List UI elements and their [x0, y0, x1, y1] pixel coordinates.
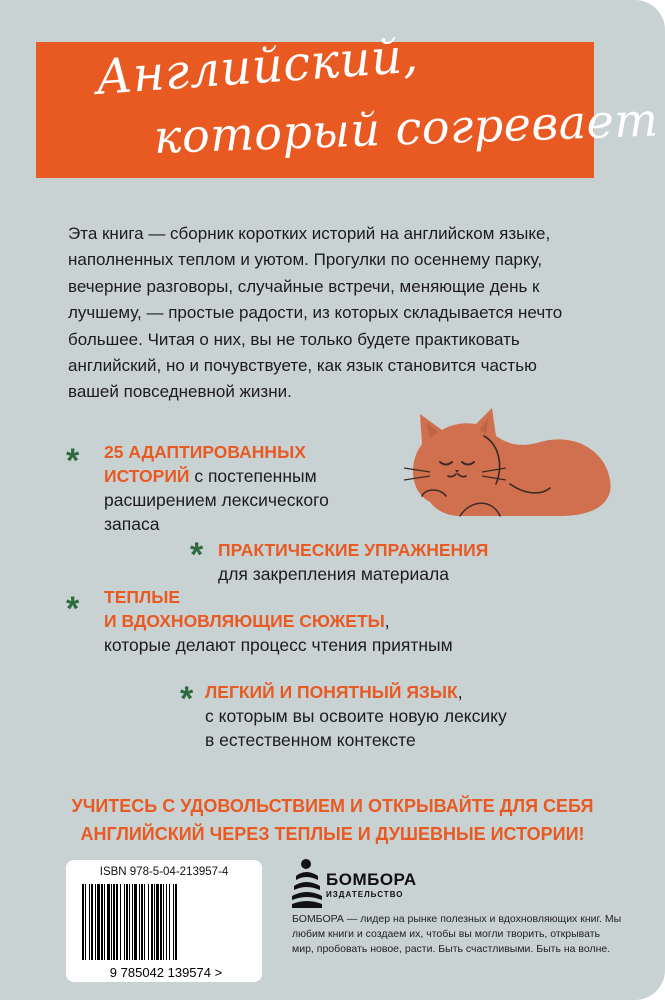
isbn-label: ISBN 978-5-04-213957-4	[99, 866, 229, 878]
barcode-digits: 9 785042 139574 >	[109, 965, 223, 980]
asterisk-bullet-icon: *	[190, 536, 204, 574]
feature-3-highlight-b: И ВДОХНОВЛЯЮЩИЕ СЮЖЕТЫ	[104, 611, 385, 631]
feature-4-text-a: с которым вы освоите новую лексику	[205, 706, 507, 726]
call-to-action-line-1: УЧИТЕСЬ С УДОВОЛЬСТВИЕМ И ОТКРЫВАЙТЕ ДЛЯ СЕБЯ	[71, 796, 594, 816]
sleeping-cat-illustration	[400, 392, 616, 520]
barcode-graphic	[78, 884, 254, 980]
feature-1-text-c: запаса	[104, 514, 160, 534]
bombora-logo-icon	[292, 858, 322, 910]
publisher-name: БОМБОРА	[326, 870, 417, 889]
publisher-description: БОМБОРА — лидер на рынке полезных и вдохновляющих книг. Мы любим книги и создаем их, чтобы вы могли творить, открывать мир, пробовать новое, расти. Быть счастливыми. Быть на волне.	[292, 913, 622, 955]
feature-4-text-b: в естественном контексте	[205, 730, 416, 750]
feature-2	[218, 538, 488, 586]
feature-2-text-a: для закрепления материала	[218, 564, 449, 584]
feature-1	[104, 440, 329, 536]
intro-paragraph: Эта книга — сборник коротких историй на английском языке, наполненных теплом и уютом. Прогулки по осеннему парку, вечерние разговоры, случайные встречи, меняющие день к лучшему, — простые радости, из которых складывается нечто большее. Читая о них, вы не только будете практиковать английский, но и почувствуете, как язык становится частью вашей повседневной жизни.	[68, 224, 563, 402]
feature-4-highlight-a: ЛЕГКИЙ И ПОНЯТНЫЙ ЯЗЫК	[205, 682, 458, 702]
banner-title-line-1: Английский,	[94, 27, 420, 106]
feature-3	[104, 585, 453, 657]
title-banner	[36, 27, 660, 178]
feature-3-text-a: которые делают процесс чтения приятным	[104, 635, 453, 655]
feature-1-highlight-a: 25 АДАПТИРОВАННЫХ	[104, 442, 306, 462]
feature-4-tail: ,	[457, 682, 463, 702]
feature-1-highlight-b: ИСТОРИЙ	[104, 466, 190, 486]
publisher-subtitle: ИЗДАТЕЛЬСТВО	[326, 890, 404, 899]
feature-3-highlight-a: ТЕПЛЫЕ	[104, 587, 181, 607]
asterisk-bullet-icon: *	[180, 680, 194, 718]
feature-1-text-b: расширением лексического	[104, 490, 329, 510]
asterisk-bullet-icon: *	[66, 442, 80, 480]
asterisk-bullet-icon: *	[66, 590, 80, 628]
call-to-action-line-2: АНГЛИЙСКИЙ ЧЕРЕЗ ТЕПЛЫЕ И ДУШЕВНЫЕ ИСТОРИИ!	[80, 824, 585, 844]
call-to-action	[30, 792, 635, 848]
feature-2-highlight-a: ПРАКТИЧЕСКИЕ УПРАЖНЕНИЯ	[218, 540, 489, 560]
feature-1-text-a: с постепенным	[189, 466, 317, 486]
feature-4	[205, 680, 507, 752]
barcode-area	[66, 860, 262, 982]
banner-title-line-2: который согревает	[153, 92, 660, 164]
feature-3-tail: ,	[384, 611, 390, 631]
